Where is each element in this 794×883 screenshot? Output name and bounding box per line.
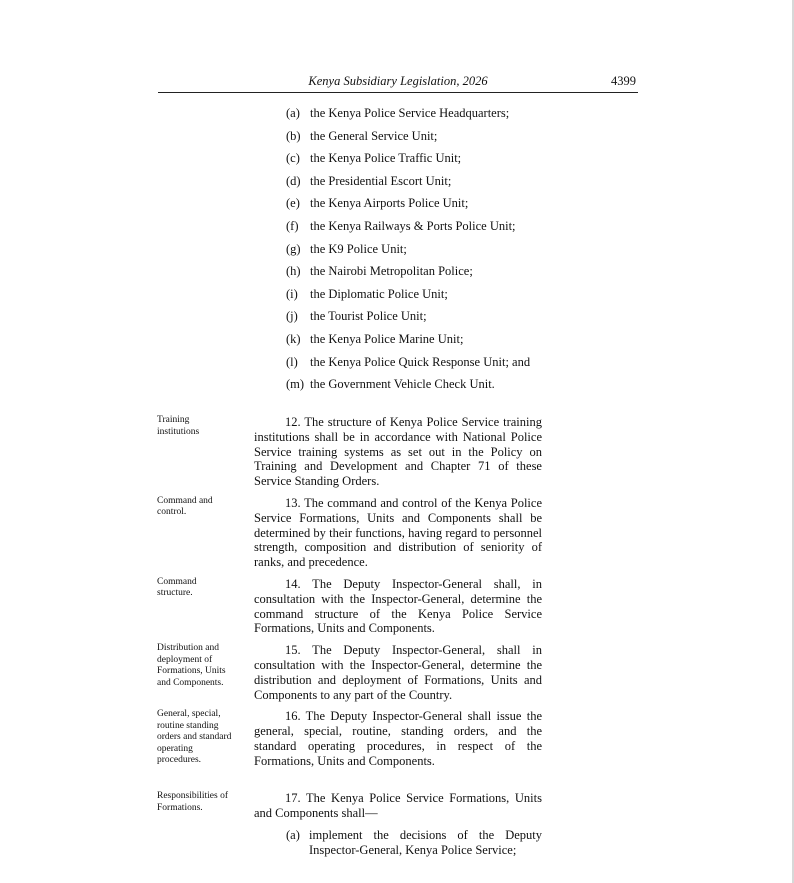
- section-text: 15. The Deputy Inspector-General, shall in consultation with the Inspector-General, determine the distribution and deployment of Formations, Units and Components to any part of the Country.: [254, 643, 542, 702]
- sub-item-label: (a): [286, 827, 300, 842]
- list-item: [286, 332, 546, 347]
- list-item-label: (c): [286, 151, 300, 166]
- list-item-label: (b): [286, 128, 301, 143]
- list-item: [286, 174, 546, 189]
- list-item-label: (h): [286, 264, 301, 279]
- list-item-text: the Nairobi Metropolitan Police;: [310, 264, 473, 279]
- list-item-label: (k): [286, 331, 301, 346]
- margin-note: Command and control.: [157, 495, 213, 518]
- section-15: [157, 643, 547, 702]
- list-item-text: the Kenya Police Marine Unit;: [310, 331, 464, 346]
- list-item-label: (d): [286, 173, 301, 188]
- margin-note: General, special, routine standing orders and standard operating procedures.: [157, 709, 232, 766]
- list-item: [286, 129, 546, 144]
- list-item-label: (a): [286, 106, 300, 120]
- list-item-text: the K9 Police Unit;: [310, 241, 407, 256]
- list-item: [286, 377, 546, 392]
- list-item-label: (j): [286, 309, 298, 324]
- list-item-label: (f): [286, 218, 299, 233]
- section-12: [157, 415, 547, 489]
- margin-note: Responsibilities of Formations.: [157, 791, 228, 813]
- section-text: 13. The command and control of the Kenya Police Service Formations, Units and Components shall be determined by their functions, having regard to personnel strength, composition and distribution of seniority of ranks, and precedence.: [254, 495, 542, 570]
- list-item-text: the Kenya Police Traffic Unit;: [310, 151, 462, 166]
- margin-note: Command structure.: [157, 576, 197, 599]
- list-item-text: the Kenya Airports Police Unit;: [310, 196, 469, 211]
- list-item-text: the Diplomatic Police Unit;: [310, 286, 448, 301]
- unit-list: [286, 106, 546, 392]
- sub-item-text: implement the decisions of the Deputy Inspector-General, Kenya Police Service;: [309, 827, 542, 857]
- sub-item: [254, 828, 542, 858]
- section-14: [157, 577, 547, 636]
- list-item: [286, 151, 546, 166]
- list-item: [286, 242, 546, 257]
- margin-note: Training institutions: [157, 415, 200, 437]
- page-number: 4399: [611, 74, 636, 88]
- list-item-label: (e): [286, 196, 300, 211]
- list-item: [286, 264, 546, 279]
- section-17: [157, 791, 547, 821]
- list-item-text: the General Service Unit;: [310, 128, 438, 143]
- list-item-label: (l): [286, 354, 298, 369]
- section-16: [157, 709, 547, 777]
- list-item-text: the Presidential Escort Unit;: [310, 173, 452, 188]
- list-item-text: the Tourist Police Unit;: [310, 309, 427, 324]
- section-text: 17. The Kenya Police Service Formations, Units and Components shall—: [254, 791, 542, 821]
- margin-note: Distribution and deployment of Formations, Units and Components.: [157, 643, 226, 688]
- section-13: [157, 496, 547, 570]
- section-text: 12. The structure of Kenya Police Service training institutions shall be in accordance with National Police Service training systems as set out in the Policy on Training and Development and Chapter 71 of these Service Standing Orders.: [254, 415, 542, 489]
- section-text: 16. The Deputy Inspector-General shall issue the general, special, routine, standing orders, and the standard operating procedures, in respect of the Formations, Units and Components.: [254, 709, 542, 768]
- list-item: [286, 309, 546, 324]
- list-item-label: (g): [286, 241, 301, 256]
- section-text: 14. The Deputy Inspector-General shall, in consultation with the Inspector-General, determine the command structure of the Kenya Police Service Formations, Units and Components.: [254, 576, 542, 636]
- running-title: Kenya Subsidiary Legislation, 2026: [308, 74, 488, 88]
- list-item-text: the Government Vehicle Check Unit.: [310, 376, 495, 391]
- list-item-text: the Kenya Police Service Headquarters;: [310, 106, 510, 120]
- list-item-text: the Kenya Police Quick Response Unit; and: [310, 354, 531, 369]
- list-item: [286, 196, 546, 211]
- list-item: [286, 219, 546, 234]
- list-item: [286, 287, 546, 302]
- list-item-label: (m): [286, 376, 305, 391]
- list-item-label: (i): [286, 286, 298, 301]
- sections: [157, 415, 547, 858]
- page-header: [158, 74, 638, 93]
- list-item: [286, 106, 546, 121]
- list-item: [286, 355, 546, 370]
- list-item-text: the Kenya Railways & Ports Police Unit;: [310, 218, 516, 233]
